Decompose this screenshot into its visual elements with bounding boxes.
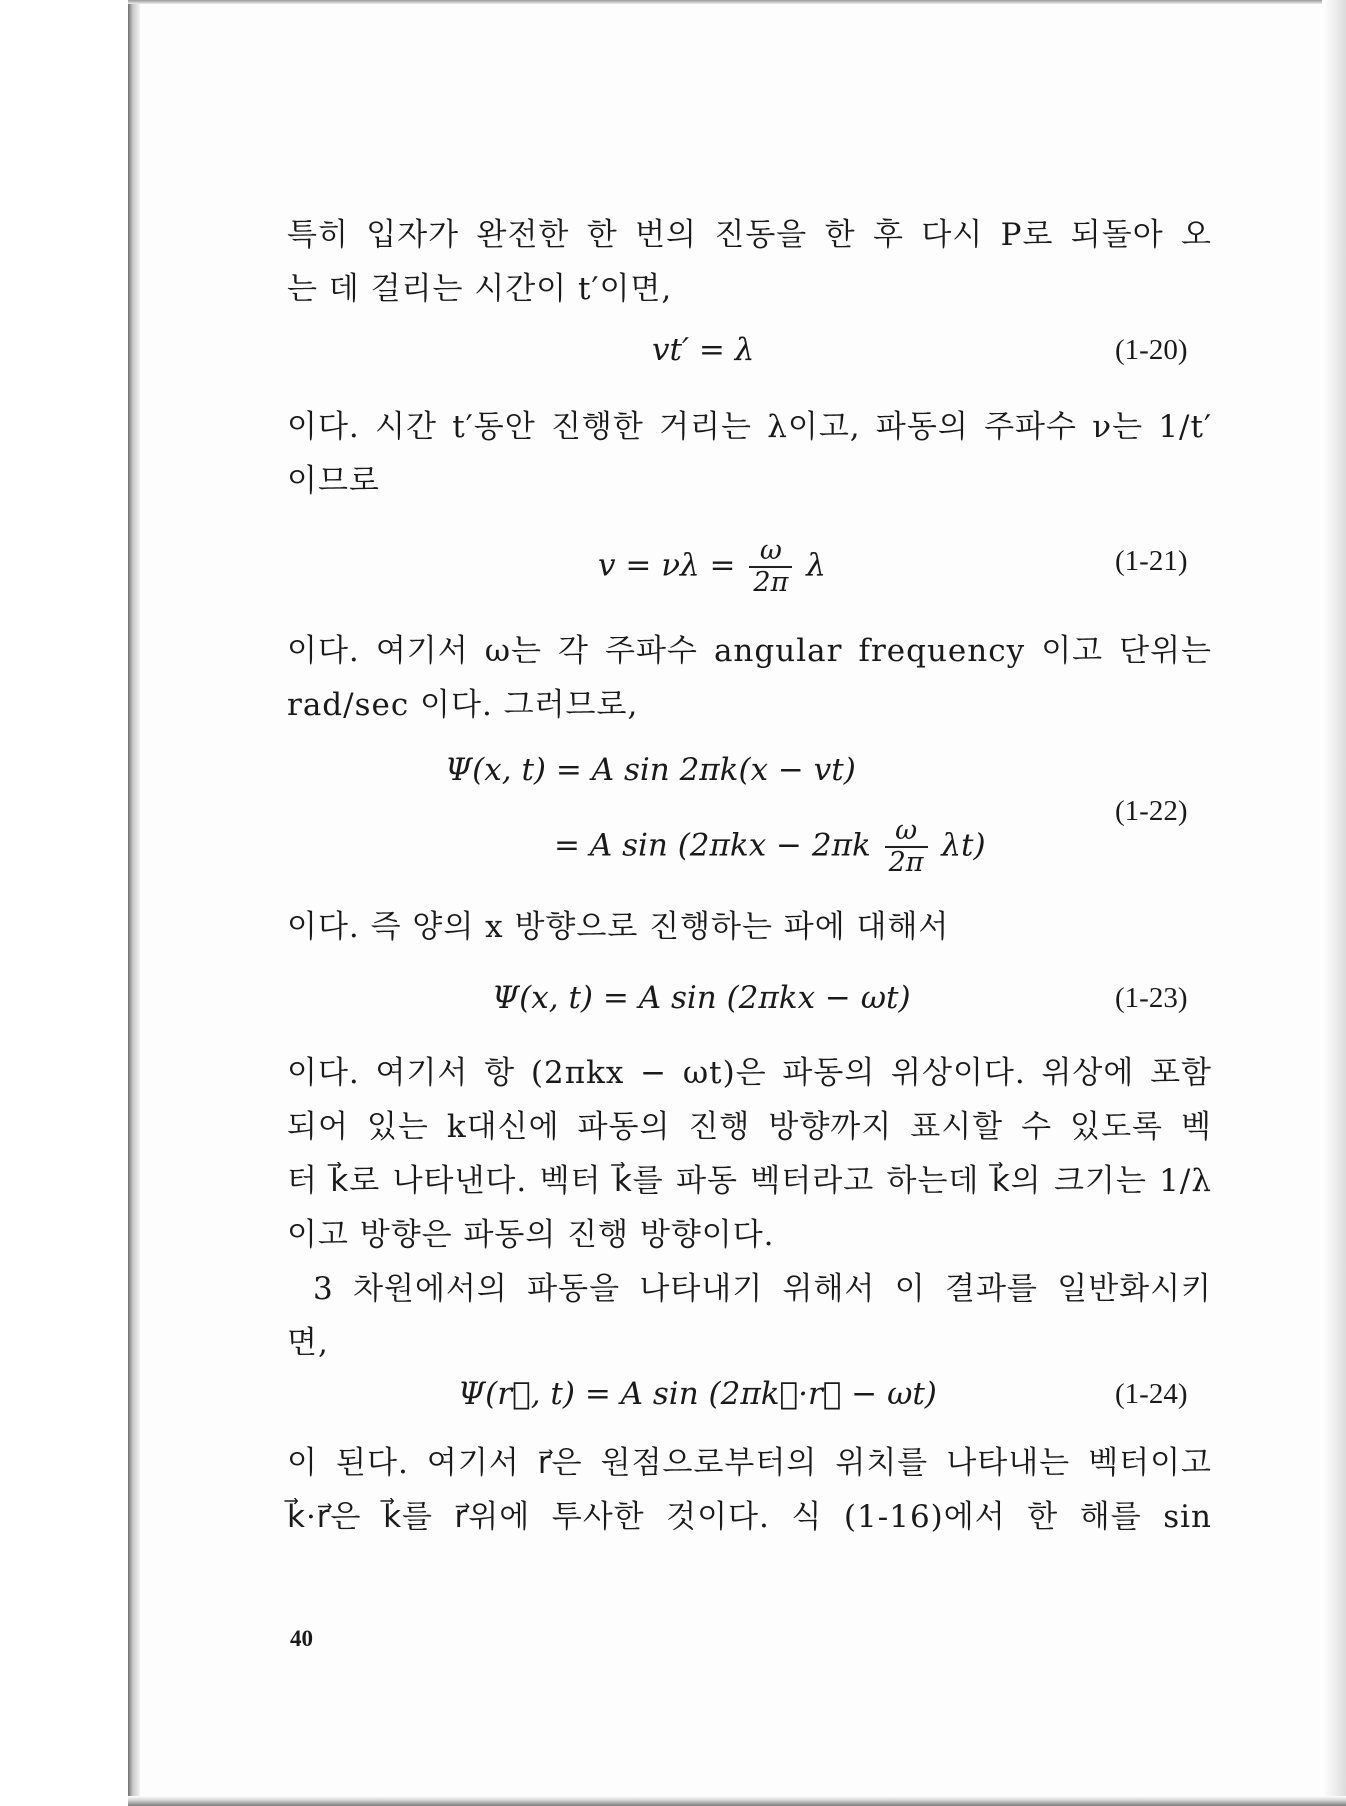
fraction <box>749 536 792 598</box>
equation-1-23: Ψ(x, t) = A sin (2πkx − ωt) <box>492 980 911 1016</box>
text-line: 특히 입자가 완전한 한 번의 진동을 한 후 다시 P로 되돌아 오 <box>287 217 1212 253</box>
equation-1-22-line-1: Ψ(x, t) = A sin 2πk(x − vt) <box>445 752 856 788</box>
text-line: 이 된다. 여기서 r⃗은 원점으로부터의 위치를 나타내는 벡터이고 <box>287 1445 1212 1481</box>
equation-number: (1-20) <box>1115 334 1188 366</box>
equation-lhs: v = νλ = <box>598 547 736 584</box>
equation-1-20: vt′ = λ <box>652 332 755 368</box>
text-line: 이다. 여기서 항 (2πkx − ωt)은 파동의 위상이다. 위상에 포함 <box>287 1055 1212 1091</box>
page-right-shade <box>1322 0 1346 1806</box>
equation-1-22-line-2 <box>554 816 986 878</box>
fraction <box>885 816 928 878</box>
paragraph-3 <box>287 624 1212 732</box>
text-line: 이다. 즉 양의 x 방향으로 진행하는 파에 대해서 <box>287 909 950 945</box>
text-line: 이다. 여기서 ω는 각 주파수 angular frequency 이고 단위는 <box>287 633 1212 669</box>
equation-rhs: λt) <box>941 827 986 864</box>
equation-lhs: = A sin (2πkx − 2πk <box>554 827 871 864</box>
paragraph-5 <box>287 1046 1212 1370</box>
paragraph-6 <box>287 1436 1212 1544</box>
text-line: 되어 있는 k대신에 파동의 진행 방향까지 표시할 수 있도록 벡 <box>287 1109 1212 1145</box>
text-line: 이므로 <box>287 463 380 499</box>
text-line: rad/sec 이다. 그러므로, <box>287 687 639 723</box>
equation-number: (1-23) <box>1115 982 1188 1014</box>
paragraph-2 <box>287 400 1212 508</box>
equation-number: (1-21) <box>1115 545 1188 577</box>
page-bottom-edge <box>128 1796 1346 1806</box>
equation-1-21 <box>598 536 826 598</box>
text-line: 면, <box>287 1325 329 1361</box>
text-line: k⃗·r⃗은 k⃗를 r⃗위에 투사한 것이다. 식 (1-16)에서 한 해를 sin <box>287 1499 1212 1535</box>
equation-rhs: λ <box>806 547 826 584</box>
paragraph-1 <box>287 208 1212 316</box>
page-number: 40 <box>290 1626 313 1651</box>
fraction-numerator: ω <box>749 536 792 568</box>
text-line: 이고 방향은 파동의 진행 방향이다. <box>287 1217 775 1253</box>
page-binding-edge <box>128 0 140 1806</box>
fraction-denominator: 2π <box>753 567 789 598</box>
equation-number: (1-24) <box>1115 1378 1188 1410</box>
fraction-denominator: 2π <box>888 847 924 878</box>
fraction-numerator: ω <box>885 816 928 848</box>
equation-number: (1-22) <box>1115 795 1188 827</box>
text-line: 터 k⃗로 나타낸다. 벡터 k⃗를 파동 벡터라고 하는데 k⃗의 크기는 1/λ <box>287 1163 1212 1199</box>
text-line: 는 데 걸리는 시간이 t′이면, <box>287 271 673 307</box>
equation-1-24: Ψ(r⃗, t) = A sin (2πk⃗·r⃗ − ωt) <box>458 1376 937 1412</box>
paragraph-4 <box>287 900 1212 954</box>
text-line: 3 차원에서의 파동을 나타내기 위해서 이 결과를 일반화시키 <box>313 1271 1212 1307</box>
text-line: 이다. 시간 t′동안 진행한 거리는 λ이고, 파동의 주파수 ν는 1/t′ <box>287 409 1212 445</box>
